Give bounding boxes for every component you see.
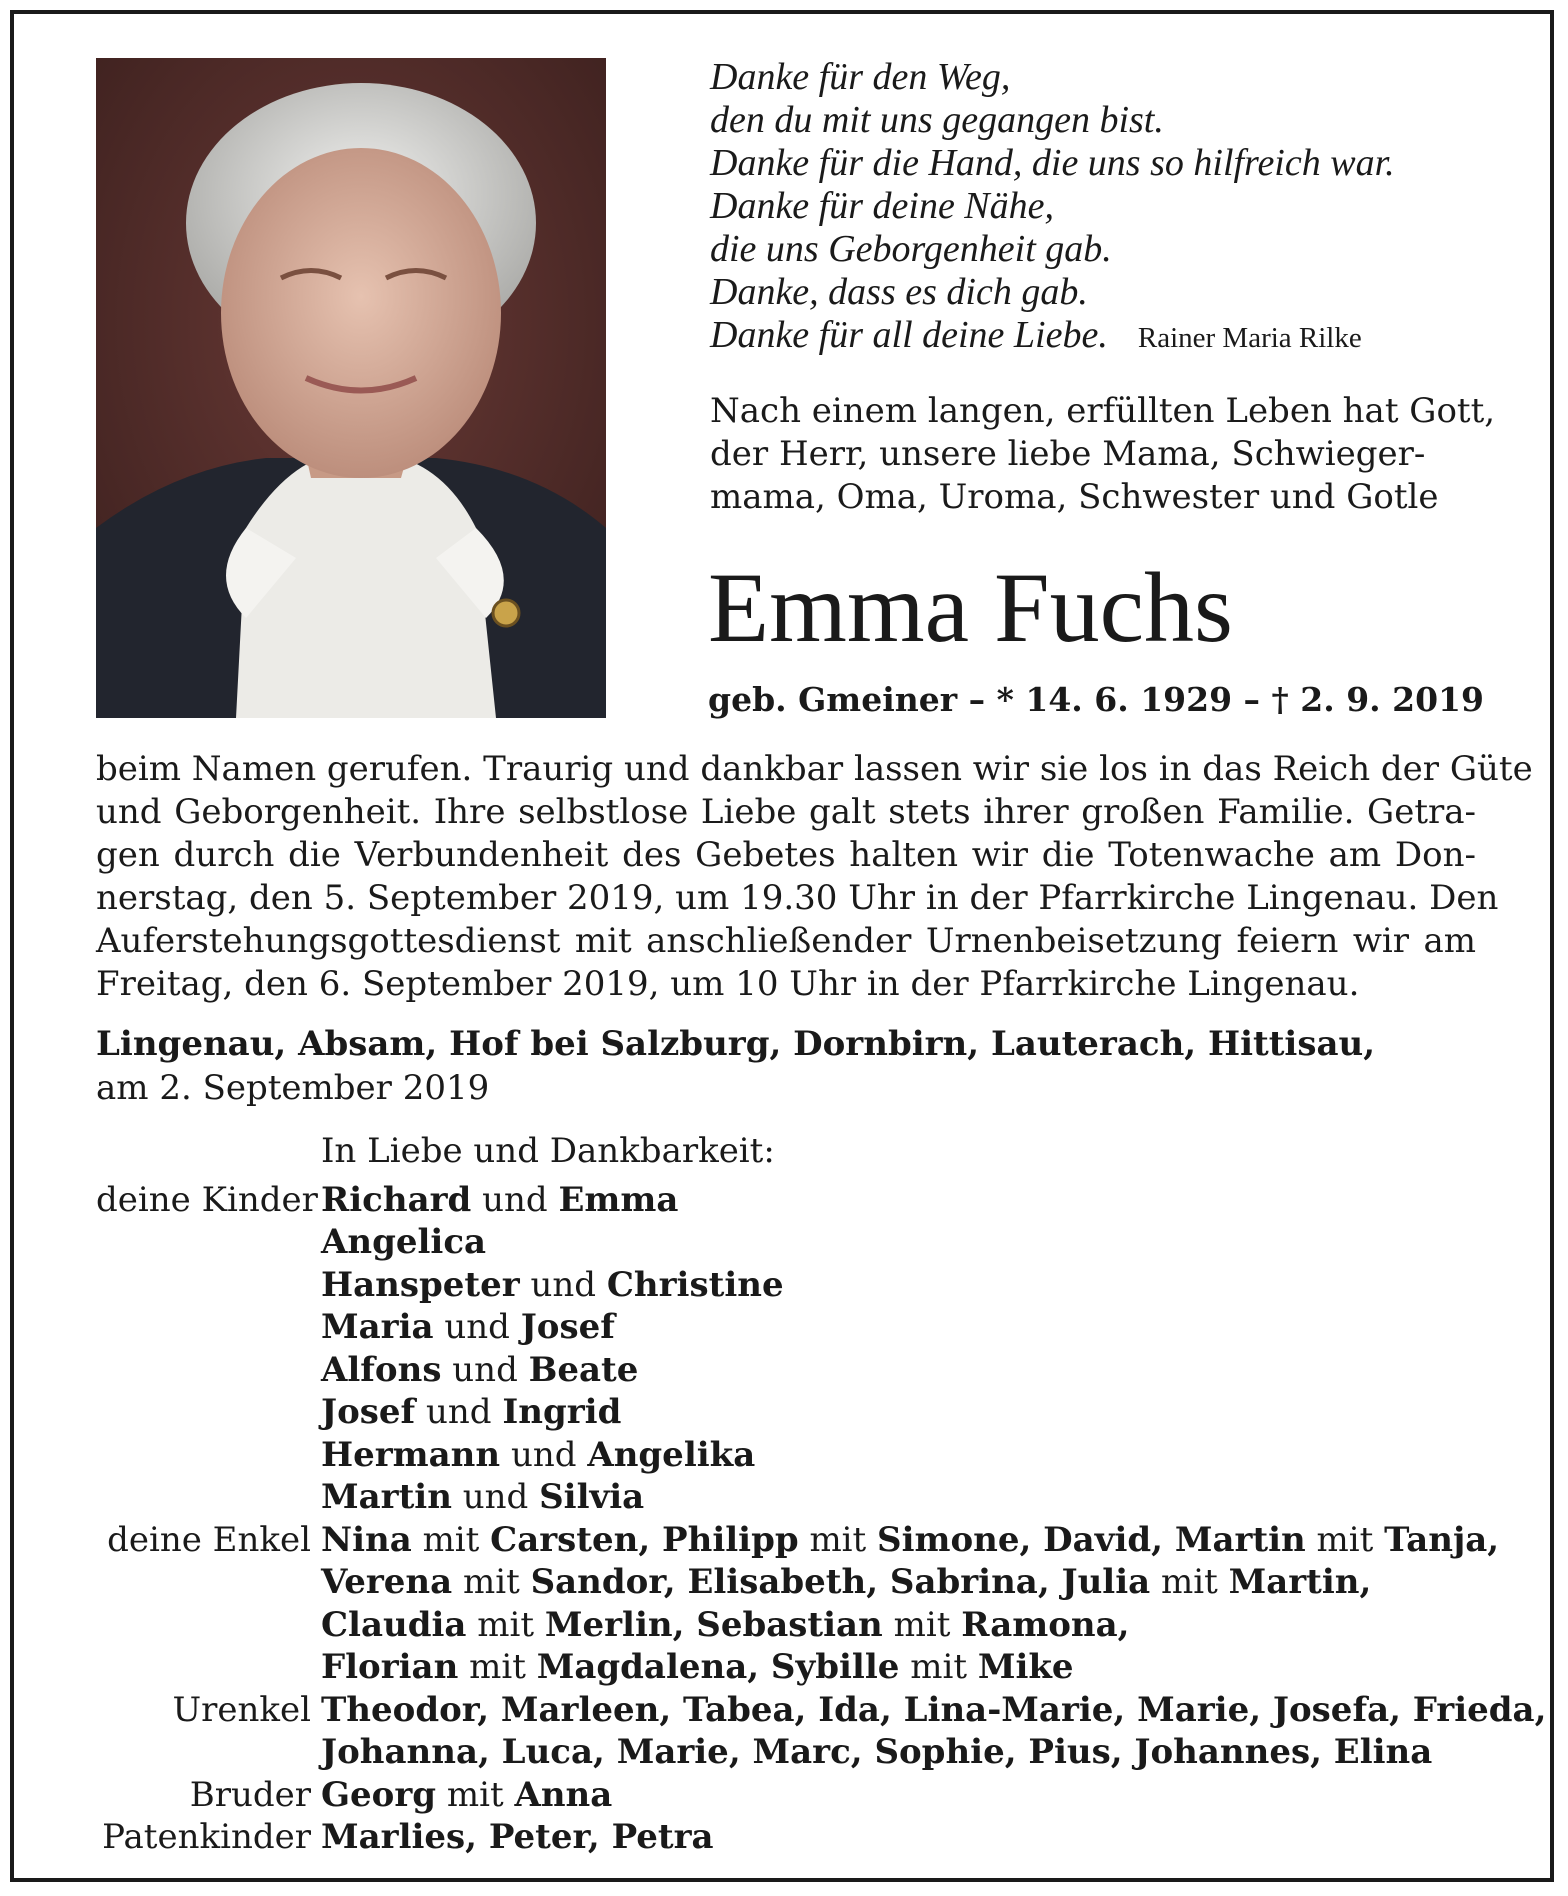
intro-line: mama, Oma, Uroma, Schwester und Gotle xyxy=(710,477,1439,517)
patenkinder-row xyxy=(96,1816,1496,1859)
enkel-name: Tanja, xyxy=(1384,1519,1500,1560)
enkel-name: Carsten, Philipp xyxy=(490,1519,799,1560)
connector: mit xyxy=(469,1647,526,1687)
kinder-label: deine Kinder xyxy=(96,1179,318,1220)
connector: und xyxy=(510,1434,577,1475)
body-line: Auferstehungsgottesdienst mit anschließender Urnenbeisetzung feiern wir am xyxy=(96,921,1476,961)
poem-line: Danke für die Hand, die uns so hilfreich war. xyxy=(710,142,1395,184)
enkel-name: Florian xyxy=(321,1647,459,1687)
urenkel-names: Theodor, Marleen, Tabea, Ida, Lina-Marie, Marie, Josefa, Frieda, xyxy=(321,1689,1547,1730)
enkel-name: Verena xyxy=(321,1562,453,1602)
poem-author: Rainer Maria Rilke xyxy=(1137,322,1362,354)
connector: mit xyxy=(893,1604,951,1645)
intro-text xyxy=(710,390,1496,519)
partner-name: Angelika xyxy=(587,1434,756,1475)
enkel-name: Claudia xyxy=(321,1604,467,1645)
kind-name: Richard xyxy=(321,1179,472,1220)
connector: und xyxy=(452,1349,518,1390)
intro-line: der Herr, unsere liebe Mama, Schwieger- xyxy=(710,434,1426,474)
partner-name: Emma xyxy=(558,1179,679,1220)
kind-name: Maria xyxy=(321,1307,434,1347)
kind-name: Hermann xyxy=(321,1434,501,1475)
enkel-name: Nina xyxy=(321,1519,412,1560)
connector: und xyxy=(425,1392,492,1432)
enkel-name: Ramona, xyxy=(961,1604,1130,1645)
places-block xyxy=(96,1022,1496,1110)
kind-name: Hanspeter xyxy=(321,1264,520,1305)
bruder-name: Georg xyxy=(321,1774,437,1815)
places-towns: Lingenau, Absam, Hof bei Salzburg, Dornbirn, Lauterach, Hittisau, xyxy=(96,1024,1376,1064)
partner-name: Christine xyxy=(606,1264,784,1305)
connector: mit xyxy=(446,1774,504,1815)
bruder-row xyxy=(96,1774,1496,1817)
kind-name: Martin xyxy=(321,1477,452,1517)
enkel-name: Martin, xyxy=(1228,1562,1372,1602)
kinder-row xyxy=(96,1179,1496,1222)
connector: mit xyxy=(463,1562,520,1602)
enkel-label: deine Enkel xyxy=(107,1519,311,1560)
connector: und xyxy=(444,1307,510,1347)
places-date: am 2. September 2019 xyxy=(96,1068,490,1108)
connector: mit xyxy=(477,1604,535,1645)
connector: und xyxy=(462,1477,529,1517)
enkel-name: Magdalena, Sybille xyxy=(536,1647,900,1687)
urenkel-label: Urenkel xyxy=(172,1689,311,1730)
poem xyxy=(710,56,1500,360)
deceased-name: Emma Fuchs xyxy=(708,552,1233,663)
enkel-name: Mike xyxy=(977,1647,1074,1687)
body-line: und Geborgenheit. Ihre selbstlose Liebe galt stets ihrer großen Familie. Getra- xyxy=(96,792,1476,832)
kind-name: Alfons xyxy=(321,1349,442,1390)
urenkel-names: Johanna, Luca, Marie, Marc, Sophie, Pius, Johannes, Elina xyxy=(321,1732,1433,1772)
bruder-label: Bruder xyxy=(189,1774,311,1815)
enkel-name: Sandor, Elisabeth, Sabrina, Julia xyxy=(530,1562,1151,1602)
body-text xyxy=(96,748,1533,1006)
partner-name: Josef xyxy=(520,1307,615,1347)
intro-line: Nach einem langen, erfüllten Leben hat Gott, xyxy=(710,391,1496,431)
kind-name: Angelica xyxy=(321,1222,487,1262)
poem-line: Danke für deine Nähe, xyxy=(710,185,1055,227)
partner-name: Silvia xyxy=(539,1477,645,1517)
poem-line: den du mit uns gegangen bist. xyxy=(710,99,1164,141)
enkel-name: Merlin, Sebastian xyxy=(544,1604,883,1645)
connector: mit xyxy=(422,1519,480,1560)
poem-line-last xyxy=(710,314,1500,360)
body-line: nerstag, den 5. September 2019, um 19.30 Uhr in der Pfarrkirche Lingenau. Den xyxy=(96,878,1499,918)
partner-name: Beate xyxy=(528,1349,639,1390)
patenkinder-names: Marlies, Peter, Petra xyxy=(321,1817,714,1857)
poem-line: die uns Geborgenheit gab. xyxy=(710,228,1112,270)
connector: mit xyxy=(1160,1562,1218,1602)
connector: mit xyxy=(809,1519,867,1560)
connector: und xyxy=(482,1179,548,1220)
poem-line: Danke, dass es dich gab. xyxy=(710,271,1088,313)
body-line: Freitag, den 6. September 2019, um 10 Uhr in der Pfarrkirche Lingenau. xyxy=(96,964,1360,1004)
bruder-partner-name: Anna xyxy=(514,1774,613,1815)
poem-line-text: Danke für all deine Liebe. xyxy=(710,314,1108,356)
family-heading: In Liebe und Dankbarkeit: xyxy=(321,1131,775,1171)
birth-death-dates: geb. Gmeiner – * 14. 6. 1929 – † 2. 9. 2019 xyxy=(708,680,1484,719)
patenkinder-label: Patenkinder xyxy=(102,1817,311,1857)
portrait-photo xyxy=(96,58,606,718)
urenkel-row xyxy=(96,1689,1547,1732)
connector: mit xyxy=(910,1647,967,1687)
connector: mit xyxy=(1316,1519,1374,1560)
connector: und xyxy=(530,1264,597,1305)
enkel-name: Simone, David, Martin xyxy=(877,1519,1306,1560)
poem-line: Danke für den Weg, xyxy=(710,56,1011,98)
kind-name: Josef xyxy=(321,1392,416,1432)
enkel-row xyxy=(96,1519,1500,1562)
partner-name: Ingrid xyxy=(502,1392,622,1432)
body-line: beim Namen gerufen. Traurig und dankbar lassen wir sie los in das Reich der Güte xyxy=(96,749,1533,789)
family-list xyxy=(96,1130,1547,1859)
body-line: gen durch die Verbundenheit des Gebetes halten wir die Totenwache am Don- xyxy=(96,835,1476,875)
